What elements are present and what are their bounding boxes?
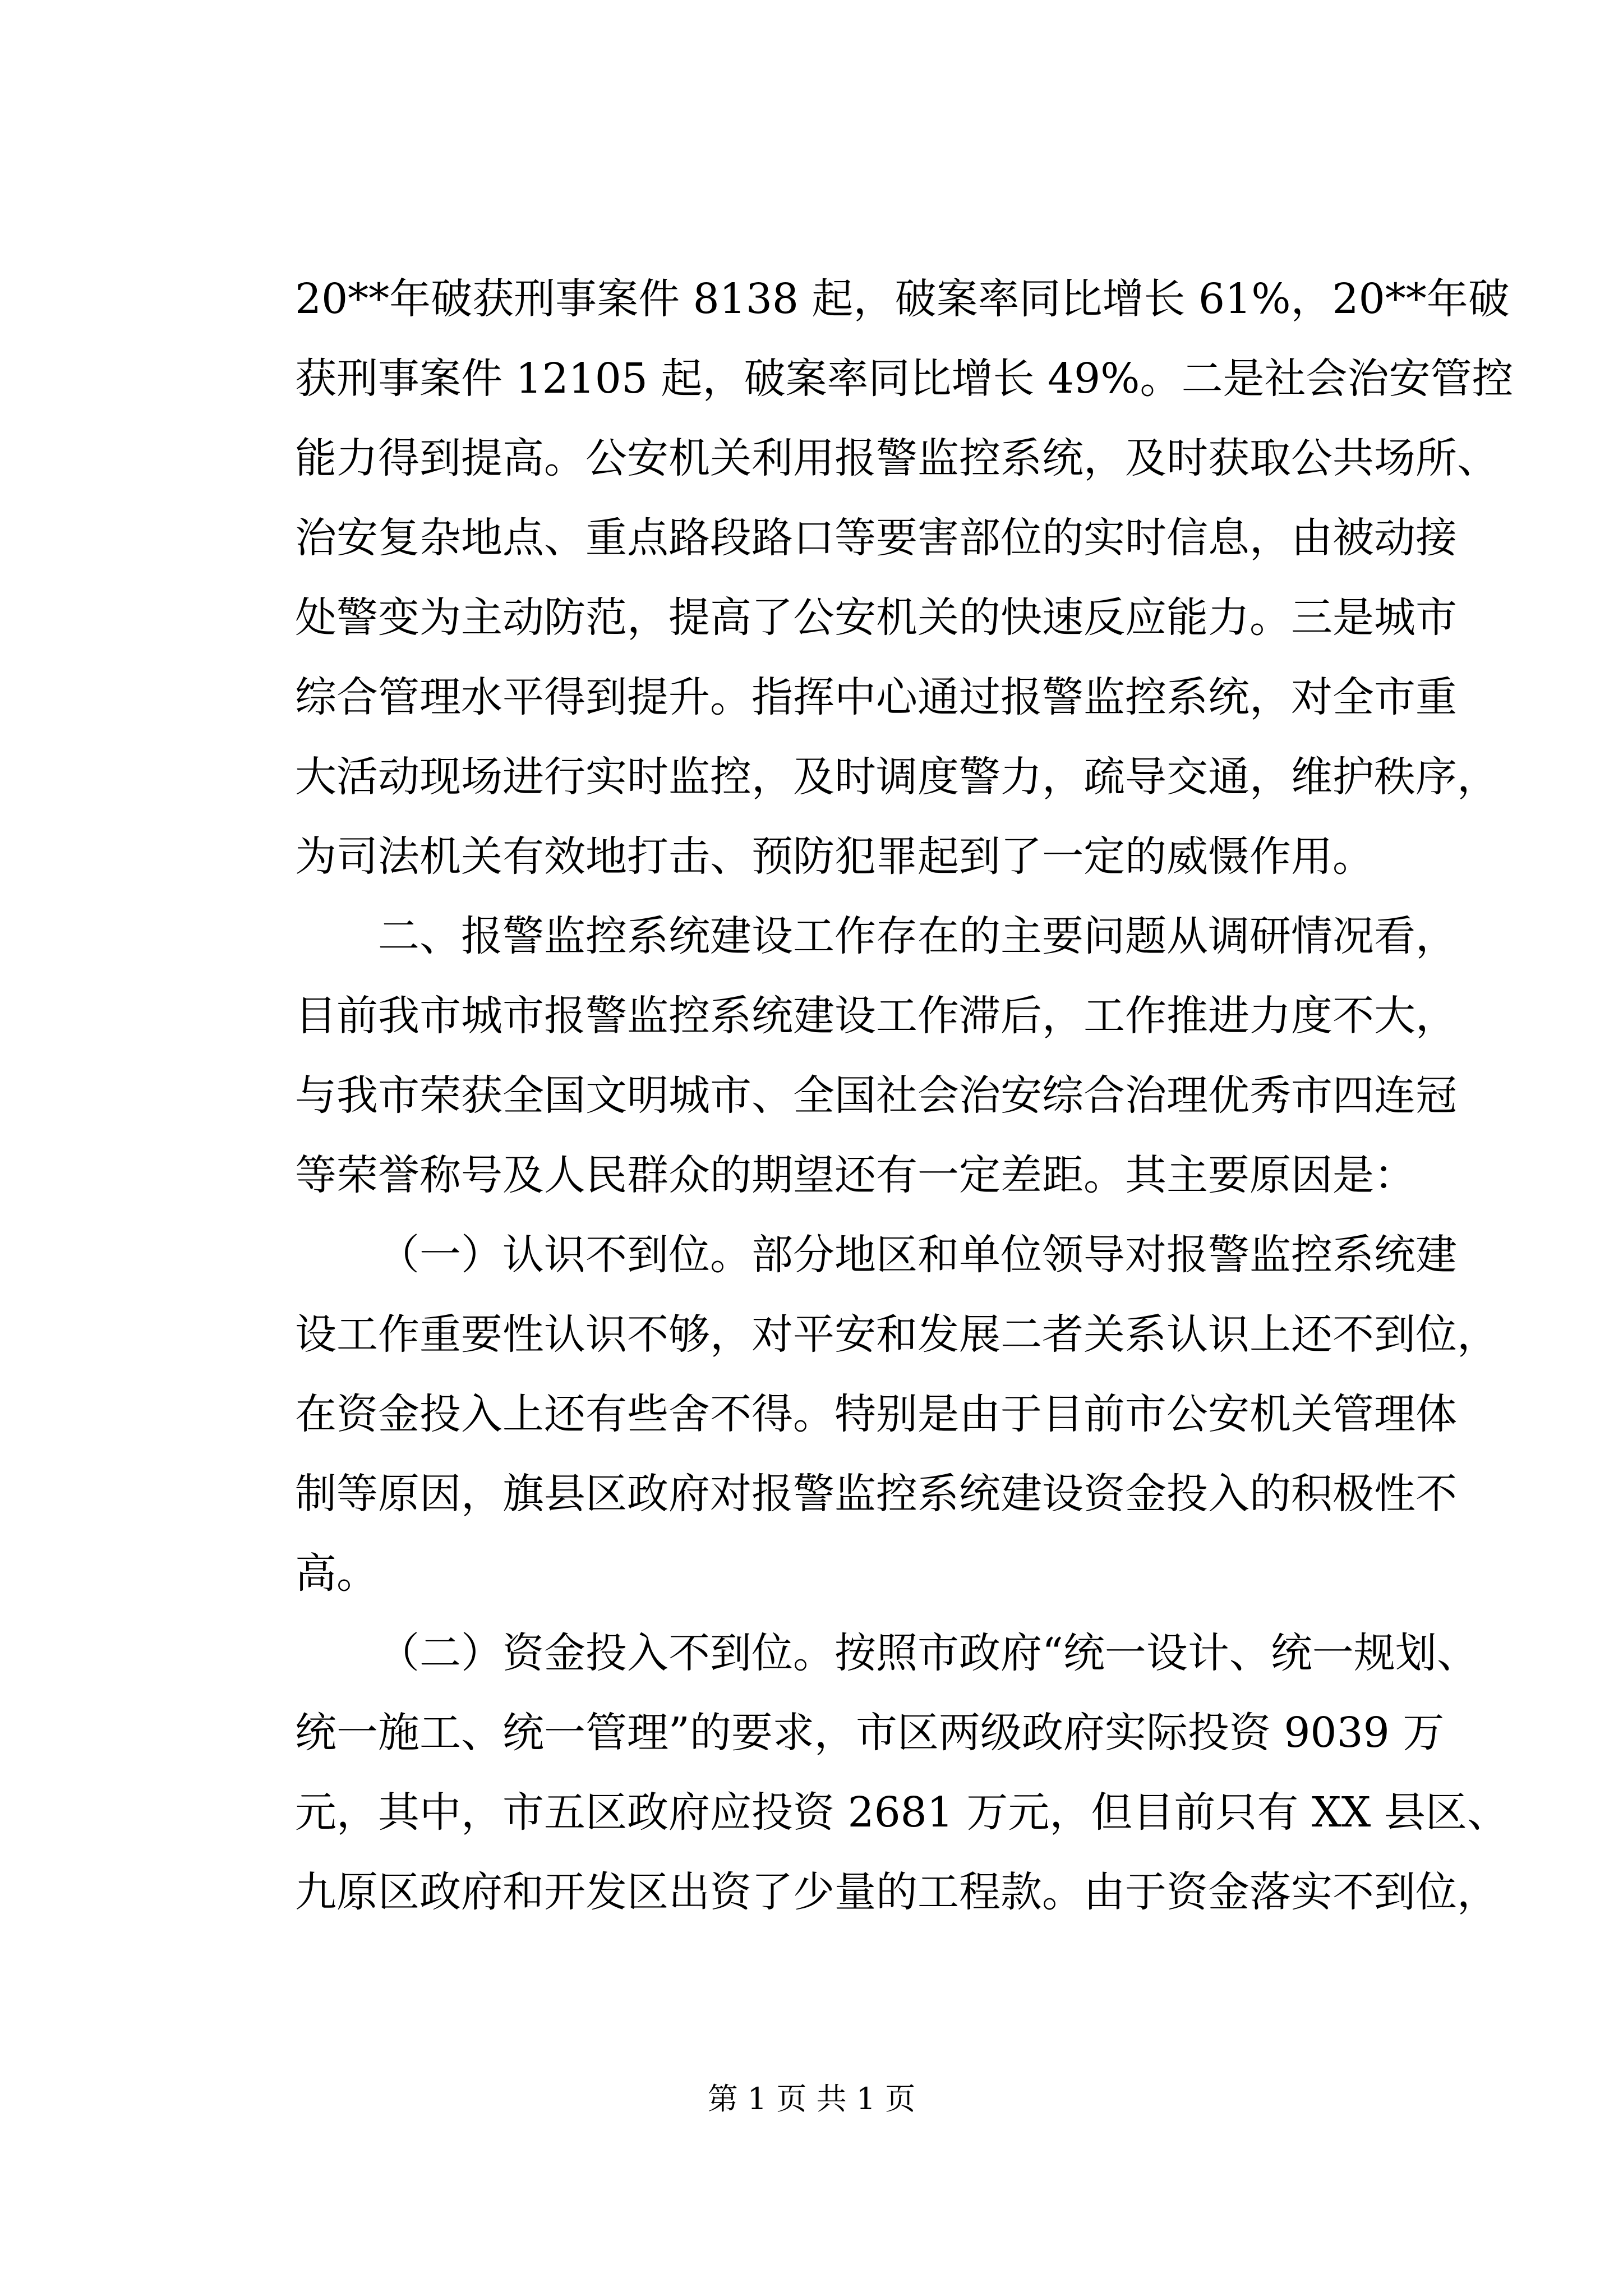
text-line: 高。	[295, 1549, 378, 1598]
text-line: 综合管理水平得到提升。指挥中心通过报警监控系统，对全市重	[295, 673, 1457, 721]
text-line: 20**年破获刑事案件 8138 起，破案率同比增长 61%，20**年破	[295, 275, 1510, 323]
text-line: 元，其中，市五区政府应投资 2681 万元，但目前只有 XX 县区、	[295, 1788, 1509, 1837]
text-line: 获刑事案件 12105 起，破案率同比增长 49%。二是社会治安管控	[295, 355, 1514, 403]
text-line: 为司法机关有效地打击、预防犯罪起到了一定的威慑作用。	[295, 832, 1374, 881]
text-line: 统一施工、统一管理”的要求，市区两级政府实际投资 9039 万	[295, 1709, 1445, 1757]
text-line: 九原区政府和开发区出资了少量的工程款。由于资金落实不到位，	[295, 1868, 1498, 1916]
text-line: 大活动现场进行实时监控，及时调度警力，疏导交通，维护秩序，	[295, 753, 1498, 801]
text-line: 能力得到提高。公安机关利用报警监控系统，及时获取公共场所、	[295, 434, 1498, 482]
text-line: 在资金投入上还有些舍不得。特别是由于目前市公安机关管理体	[295, 1390, 1457, 1438]
text-line: 与我市荣获全国文明城市、全国社会治安综合治理优秀市四连冠	[295, 1071, 1457, 1120]
text-line: 处警变为主动防范，提高了公安机关的快速反应能力。三是城市	[295, 593, 1457, 642]
text-line: （二）资金投入不到位。按照市政府“统一设计、统一规划、	[378, 1629, 1478, 1677]
page-footer: 第 1 页 共 1 页	[707, 2081, 916, 2116]
document-body	[295, 259, 1514, 1932]
text-line: 等荣誉称号及人民群众的期望还有一定差距。其主要原因是：	[295, 1151, 1415, 1199]
text-line: （一）认识不到位。部分地区和单位领导对报警监控系统建	[378, 1231, 1457, 1279]
text-line: 设工作重要性认识不够，对平安和发展二者关系认识上还不到位，	[295, 1310, 1498, 1359]
text-line: 治安复杂地点、重点路段路口等要害部位的实时信息，由被动接	[295, 514, 1457, 562]
text-line: 制等原因，旗县区政府对报警监控系统建设资金投入的积极性不	[295, 1470, 1457, 1518]
text-line: 二、报警监控系统建设工作存在的主要问题从调研情况看，	[378, 912, 1457, 960]
text-line: 目前我市城市报警监控系统建设工作滞后，工作推进力度不大，	[295, 992, 1457, 1040]
